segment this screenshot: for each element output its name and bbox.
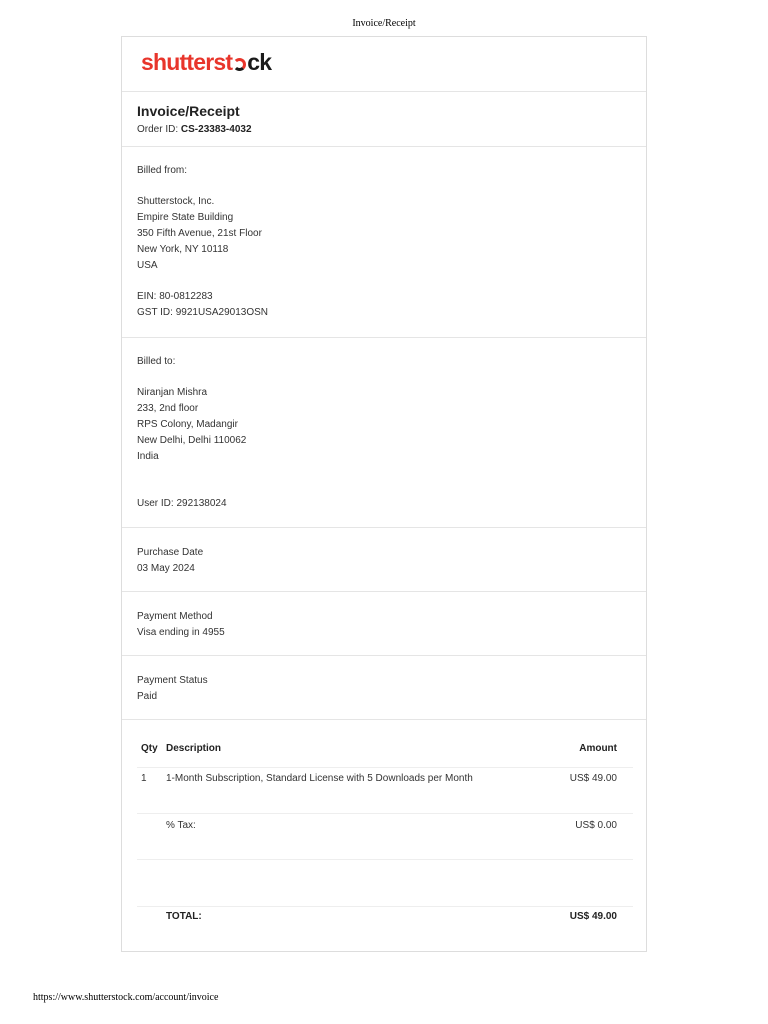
payment-method-label: Payment Method — [137, 611, 213, 622]
ein: EIN: 80-0812283 — [137, 291, 213, 302]
tax-amount: US$ 0.00 — [575, 820, 617, 831]
billed-to-line: 233, 2nd floor — [137, 403, 199, 414]
table-divider — [137, 906, 633, 907]
billed-to-label: Billed to: — [137, 356, 176, 367]
title-section — [122, 92, 646, 147]
payment-status-value: Paid — [137, 691, 158, 702]
billed-to-line: India — [137, 451, 159, 462]
total-amount: US$ 49.00 — [569, 911, 617, 922]
shutterstock-logo[interactable] — [141, 49, 271, 76]
description-header: Description — [166, 743, 222, 754]
billed-to-section — [122, 338, 646, 528]
billed-from-section — [122, 147, 646, 338]
table-divider — [137, 859, 633, 860]
logo-section — [122, 37, 646, 92]
table-row-qty: 1 — [141, 773, 147, 784]
table-divider — [137, 813, 633, 814]
logo-text-part1: shutterst — [141, 49, 233, 75]
billed-to-line: RPS Colony, Madangir — [137, 419, 238, 430]
purchase-date-value: 03 May 2024 — [137, 563, 195, 574]
print-footer-url: https://www.shutterstock.com/account/invoice — [33, 992, 219, 1003]
payment-method-section — [122, 592, 646, 656]
invoice-card — [121, 36, 647, 952]
billed-from-line: New York, NY 10118 — [137, 244, 229, 255]
billed-from-label: Billed from: — [137, 165, 188, 176]
table-row-description: 1-Month Subscription, Standard License with 5 Downloads per Month — [166, 773, 473, 784]
order-id-label: Order ID: — [137, 124, 179, 135]
page-title: Invoice/Receipt — [137, 103, 240, 119]
gst-id: GST ID: 9921USA29013OSN — [137, 307, 268, 318]
billed-from-line: Empire State Building — [137, 212, 234, 223]
table-row-amount: US$ 49.00 — [569, 773, 617, 784]
tax-label: % Tax: — [166, 820, 196, 831]
purchase-date-section — [122, 528, 646, 592]
billed-from-line: USA — [137, 260, 158, 271]
table-divider — [137, 767, 633, 768]
billed-from-line: Shutterstock, Inc. — [137, 196, 215, 207]
purchase-date-label: Purchase Date — [137, 547, 204, 558]
qty-header: Qty — [141, 743, 158, 754]
billed-to-line: Niranjan Mishra — [137, 387, 208, 398]
logo-text-part2: ck — [247, 49, 272, 75]
payment-method-value: Visa ending in 4955 — [137, 627, 225, 638]
line-items-table — [122, 720, 646, 952]
payment-status-label: Payment Status — [137, 675, 208, 686]
order-id-value: CS-23383-4032 — [180, 124, 252, 135]
amount-header: Amount — [579, 743, 617, 754]
order-id-line — [137, 122, 646, 138]
aperture-icon — [233, 58, 246, 71]
total-label: TOTAL: — [166, 911, 202, 922]
payment-status-section — [122, 656, 646, 720]
user-id: User ID: 292138024 — [137, 498, 227, 509]
print-header: Invoice/Receipt — [352, 18, 416, 29]
billed-to-line: New Delhi, Delhi 110062 — [137, 435, 247, 446]
billed-from-line: 350 Fifth Avenue, 21st Floor — [137, 228, 262, 239]
